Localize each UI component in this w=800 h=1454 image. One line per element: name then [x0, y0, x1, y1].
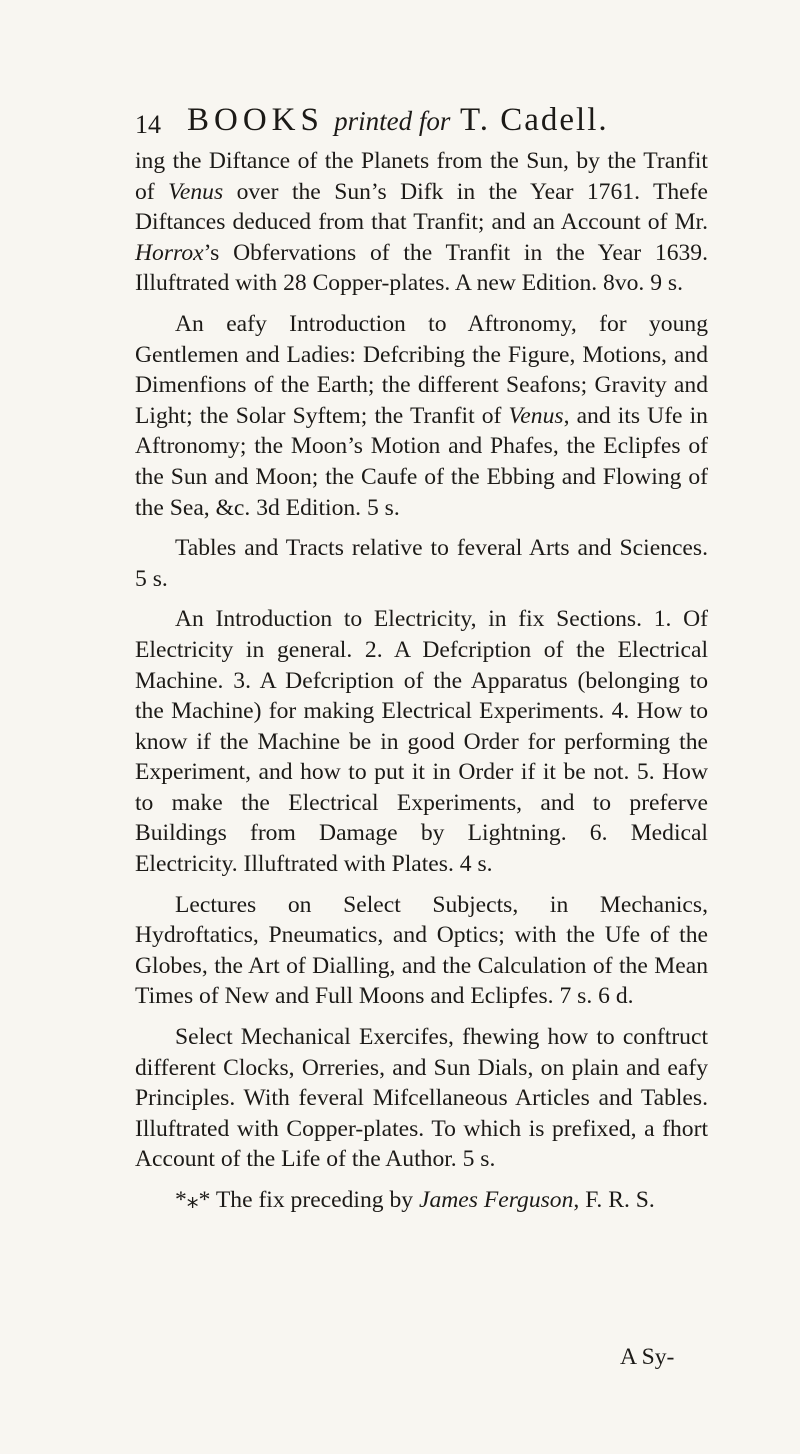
- footnote-text-before: The fix preceding by: [210, 1187, 419, 1213]
- italic-text: Venus: [508, 402, 564, 429]
- text-run: Tables and Tracts relative to feveral Arts and Sciences. 5 s.: [135, 535, 708, 592]
- running-head-publisher: T. Cadell.: [460, 102, 609, 138]
- text-run: over the Sun’s Difk in the Year 1761. Thefe Diftances deduced from that Tranfit; and an Account of Mr.: [135, 178, 708, 236]
- body-text: [135, 146, 708, 1216]
- running-head: [187, 102, 609, 139]
- footnote-author: James Ferguson: [418, 1187, 574, 1213]
- book-entry: [135, 604, 708, 879]
- authorship-note: [135, 1185, 708, 1216]
- text-run: , and its Ufe in Aftronomy; the Moon’s Motion and Phafes, the Eclipfes of the Sun and Moon; the Caufe of the Ebbing and Flowing of the Sea, &c. 3d Edition. 5 s.: [135, 402, 708, 521]
- footnote-marker: *⁎*: [175, 1187, 211, 1213]
- italic-text: Venus: [168, 178, 224, 205]
- text-run: Lectures on Select Subjects, in Mechanics, Hydroftatics, Pneumatics, and Optics; with the Ufe of the Globes, the Art of Dialling, and the Calculation of the Mean Times of New and Full Moons and Eclipfes. 7 s. 6 d.: [135, 891, 708, 1010]
- running-head-printed-for: printed for: [334, 106, 451, 136]
- footnote-text-after: , F. R. S.: [573, 1187, 655, 1213]
- italic-text: Horrox: [135, 239, 204, 266]
- book-entry: [135, 309, 708, 523]
- book-entry: [135, 890, 708, 1012]
- text-run: An Introduction to Electricity, in fix Sections. 1. Of Electricity in general. 2. A Defcription of the Electrical Machine. 3. A Defcription of the Apparatus (belonging to the Machine) for making Electrical Experiments. 4. How to know if the Machine be in good Order for performing the Experiment, and how to put it in Order if it be not. 5. How to make the Electrical Experiments, and to preferve Buildings from Damage by Lightning. 6. Medical Electricity. Illuftrated with Plates. 4 s.: [135, 606, 708, 878]
- book-entry: [135, 533, 708, 594]
- running-head-books: BOOKS: [187, 102, 324, 138]
- text-run: An eafy Introduction to Aftronomy, for young Gentlemen and Ladies: Defcribing the Figure, Motions, and Dimenfions of the Earth; the different Seafons; Gravity and Light; the Solar Syftem; the Tranfit of: [135, 310, 708, 429]
- page-number: 14: [135, 110, 161, 139]
- text-run: Select Mechanical Exercifes, fhewing how to conftruct different Clocks, Orreries, and Sun Dials, on plain and eafy Principles. With feveral Mifcellaneous Articles and Tables. Illuftrated with Copper-plates. To which is prefixed, a fhort Account of the Life of the Author. 5 s.: [135, 1024, 708, 1173]
- text-run: ’s Obfervations of the Tranfit in the Year 1639. Illuftrated with 28 Copper-plates. A new Edition. 8vo. 9 s.: [135, 239, 708, 297]
- book-entry: [135, 1022, 708, 1175]
- book-entry: [135, 146, 708, 299]
- catchword: A Sy-: [620, 1344, 675, 1370]
- text-run: ing the Diftance of the Planets from the Sun, by the Tranfit of: [135, 148, 708, 205]
- page-header: [135, 102, 715, 142]
